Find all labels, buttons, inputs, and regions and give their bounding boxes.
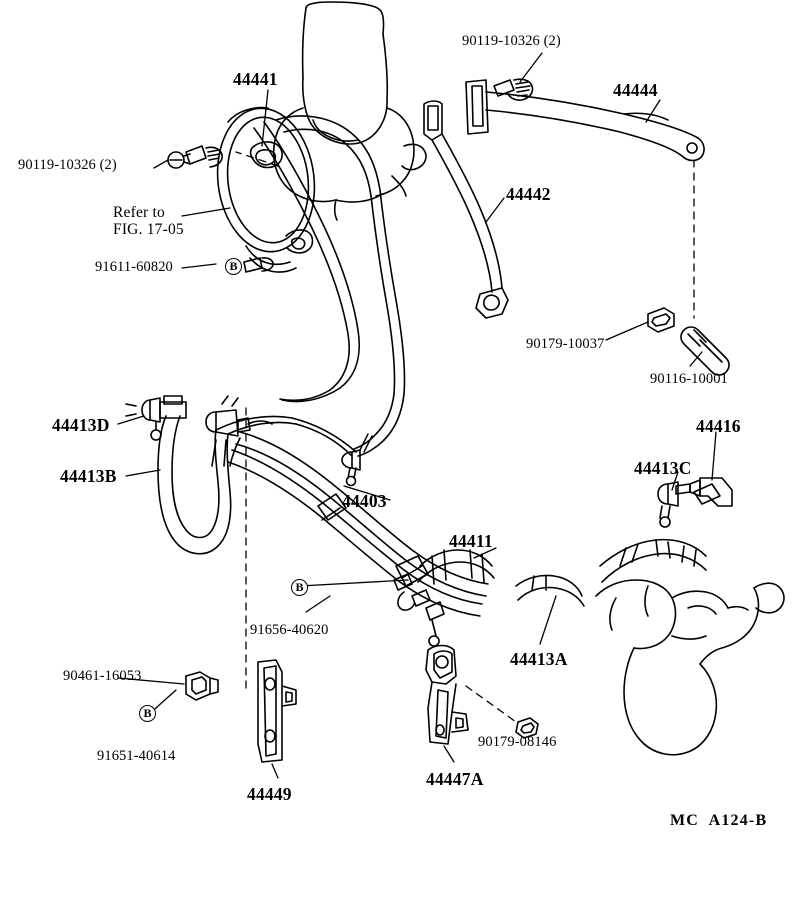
part-label-44444: 44444 (613, 80, 658, 100)
part-label-90179-08146: 90179-08146 (478, 734, 557, 750)
part-label-44413D: 44413D (52, 415, 110, 435)
part-label-44441: 44441 (233, 69, 278, 89)
part-label-91656-40620: 91656-40620 (250, 622, 329, 638)
bolt-marker-91656: B (291, 579, 308, 596)
refer-to-note: Refer to FIG. 17-05 (113, 204, 184, 239)
part-label-44449: 44449 (247, 784, 292, 804)
part-label-90116-10001: 90116-10001 (650, 371, 728, 387)
part-label-90119-10326-left: 90119-10326 (2) (18, 157, 117, 173)
part-label-44416: 44416 (696, 416, 741, 436)
bolt-marker-91651: B (139, 705, 156, 722)
part-label-44403: 44403 (342, 491, 387, 511)
part-label-90461-16053: 90461-16053 (63, 668, 142, 684)
part-label-91611-60820: 91611-60820 (95, 259, 173, 275)
figure-code: MC A124-B (670, 812, 768, 829)
part-label-44413C: 44413C (634, 458, 692, 478)
part-label-91651-40614: 91651-40614 (97, 748, 176, 764)
part-label-90179-10037: 90179-10037 (526, 336, 605, 352)
bolt-marker-91611: B (225, 258, 242, 275)
part-label-44442: 44442 (506, 184, 551, 204)
part-label-44413A: 44413A (510, 649, 568, 669)
part-label-44447A: 44447A (426, 769, 484, 789)
part-label-90119-10326-top: 90119-10326 (2) (462, 33, 561, 49)
part-label-44413B: 44413B (60, 466, 117, 486)
part-label-44411: 44411 (449, 531, 493, 551)
